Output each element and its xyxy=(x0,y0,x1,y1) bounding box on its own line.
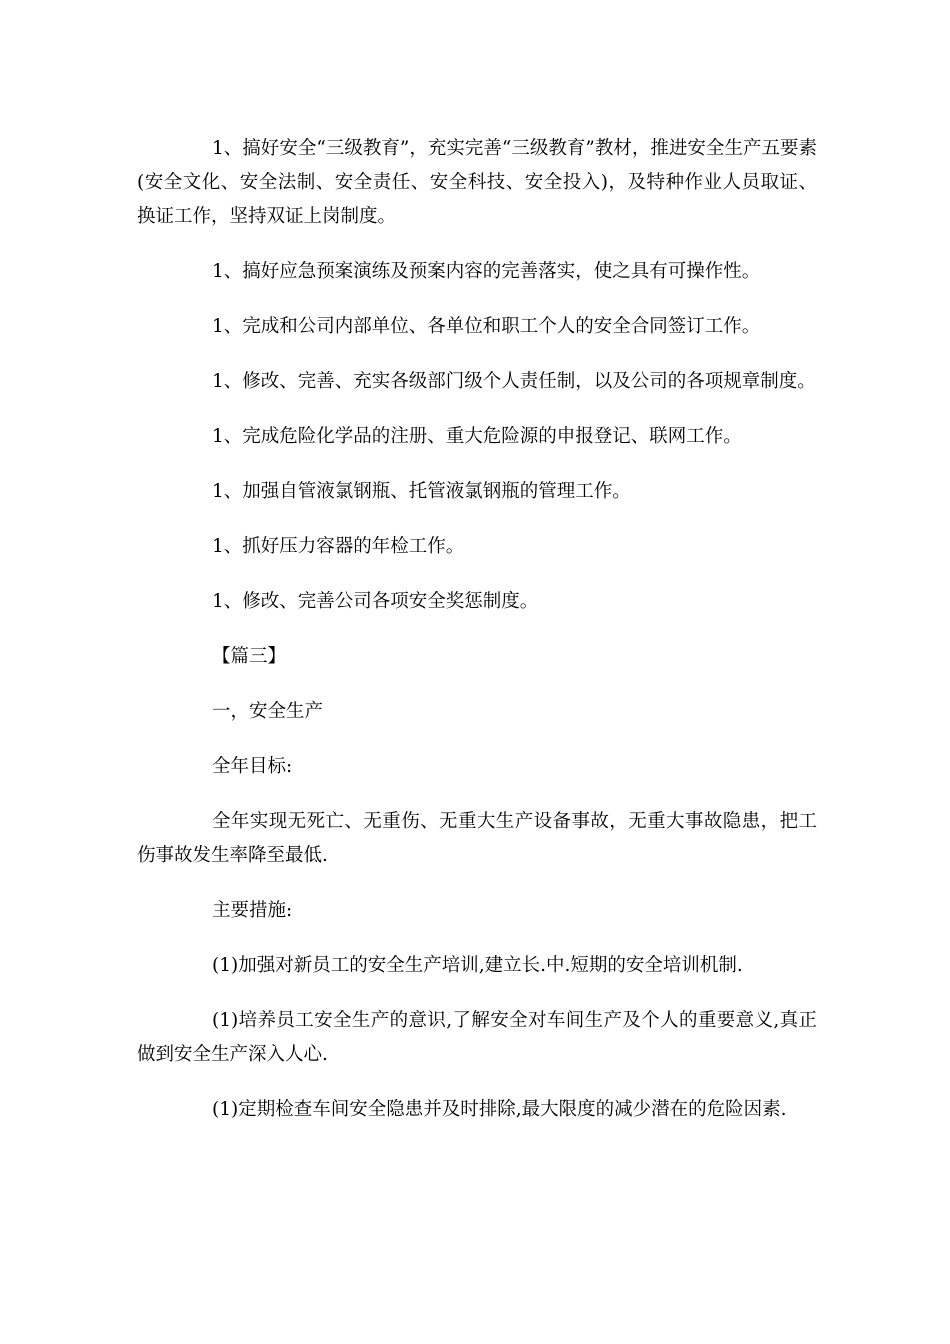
paragraph-pressure-vessels: 1、抓好压力容器的年检工作。 xyxy=(212,536,465,557)
measure-item: (1)培养员工安全生产的意识,了解安全对车间生产及个人的重要意义,真正做到安全生产深入人心. xyxy=(137,1010,817,1065)
paragraph-reward-penalty: 1、修改、完善公司各项安全奖惩制度。 xyxy=(212,591,539,612)
main-measures-label: 主要措施: xyxy=(212,900,293,921)
document-body xyxy=(137,132,817,1148)
paragraph-annual-goal: 全年实现无死亡、无重伤、无重大生产设备事故，无重大事故隐患，把工伤事故发生率降至最低. xyxy=(137,811,817,866)
paragraph-emergency-plan: 1、搞好应急预案演练及预案内容的完善落实，使之具有可操作性。 xyxy=(212,261,761,282)
paragraph-education: 1、搞好安全“三级教育”，充实完善“三级教育”教材，推进安全生产五要素(安全文化、安全法制、安全责任、安全科技、安全投入)，及特种作业人员取证、换证工作，坚持双证上岗制度。 xyxy=(137,138,817,227)
measure-item: (1)加强对新员工的安全生产培训,建立长.中.短期的安全培训机制. xyxy=(212,955,743,976)
measure-item: (1)定期检查车间安全隐患并及时排除,最大限度的减少潜在的危险因素. xyxy=(212,1099,787,1120)
paragraph-responsibility-system: 1、修改、完善、充实各级部门级个人责任制，以及公司的各项规章制度。 xyxy=(212,371,816,392)
paragraph-hazardous-chemicals: 1、完成危险化学品的注册、重大危险源的申报登记、联网工作。 xyxy=(212,426,742,447)
subsection-heading: 一，安全生产 xyxy=(212,701,324,722)
paragraph-chlorine-cylinders: 1、加强自管液氯钢瓶、托管液氯钢瓶的管理工作。 xyxy=(212,481,631,502)
annual-goal-label: 全年目标: xyxy=(212,756,293,777)
section-heading: 【篇三】 xyxy=(212,646,287,667)
paragraph-safety-contract: 1、完成和公司内部单位、各单位和职工个人的安全合同签订工作。 xyxy=(212,316,761,337)
